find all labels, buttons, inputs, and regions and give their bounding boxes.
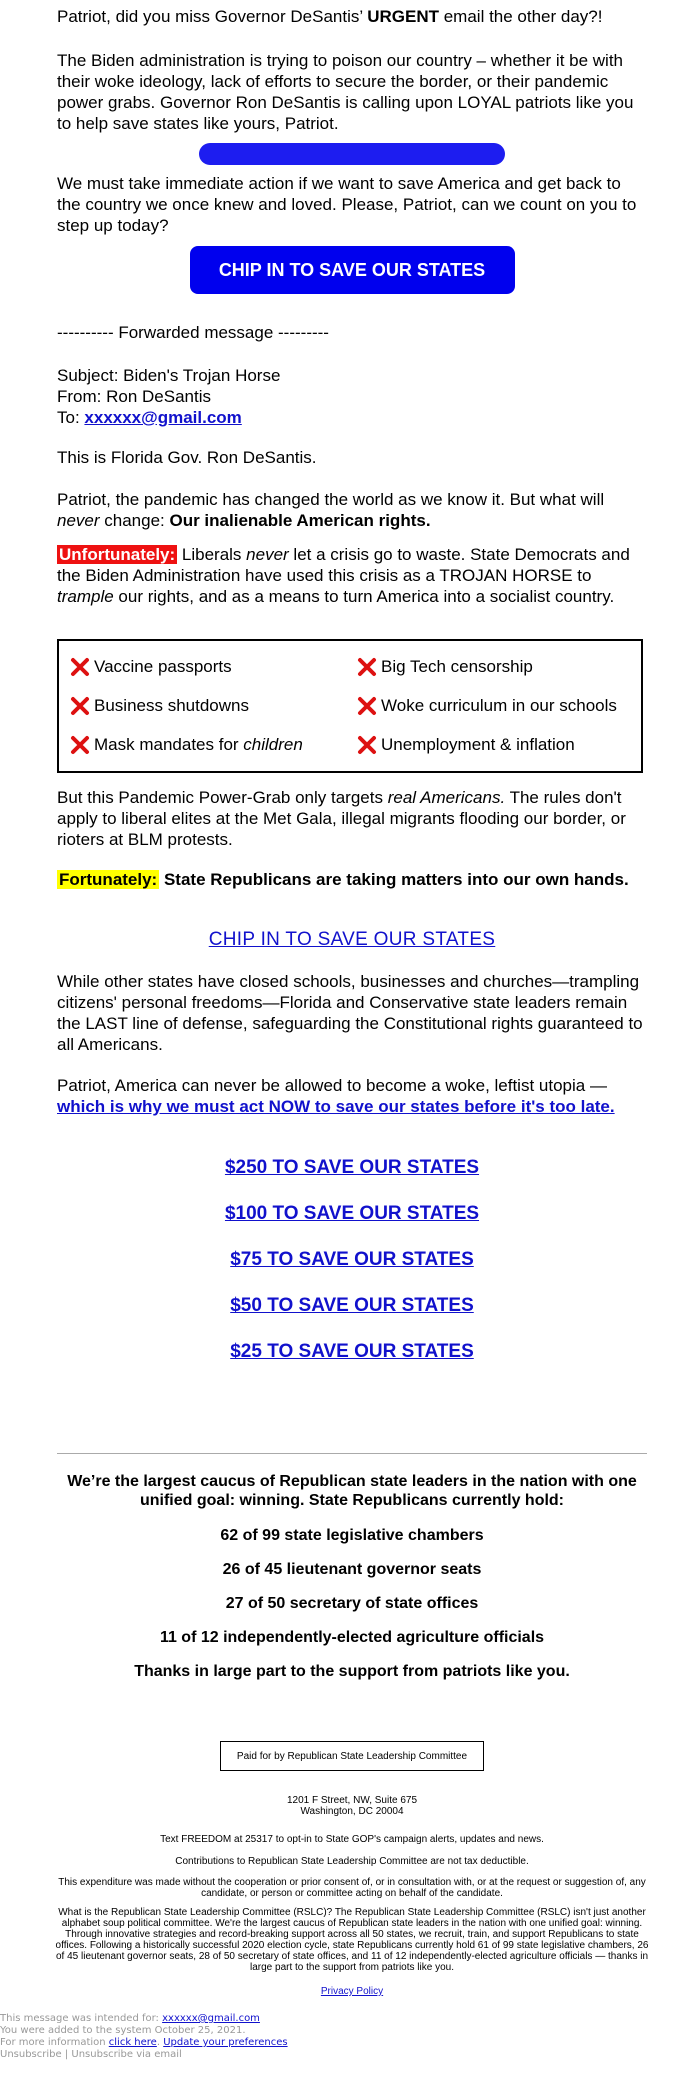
donate-250-link[interactable]: $250 TO SAVE OUR STATES <box>224 1157 480 1178</box>
fortunately-highlight: Fortunately: <box>59 870 158 889</box>
forward-to-email-link[interactable]: xxxxxx@gmail.com <box>84 408 242 427</box>
footer-more-info: For more information click here. Update your preferences <box>0 2037 288 2048</box>
donate-75-link[interactable]: $75 TO SAVE OUR STATES <box>230 1249 474 1270</box>
rights-paragraph: Patriot, the pandemic has changed the world as we know it. But what will never change: Our inalienable American rights. <box>57 490 605 530</box>
divider <box>57 1453 647 1454</box>
unfortunately-paragraph: Unfortunately: Liberals never let a crisis go to waste. State Democrats and the Biden Administration have used this crisis as a TROJAN HORSE to trample our rights, and as a means to turn America into a socialist country. <box>57 545 630 606</box>
stat-item: 11 of 12 independently-elected agriculture officials <box>159 1629 545 1646</box>
intro-paragraph: The Biden administration is trying to poison our country – whether it be with their woke ideology, lack of efforts to secure the border, or their pandemic power grabs. Governor Ron DeSantis is calling upon LOYAL patriots like you to help save states like yours, Patriot. <box>57 51 634 133</box>
not-deductible: Contributions to Republican State Leadership Committee are not tax deductible. <box>175 1856 529 1867</box>
stat-item: 27 of 50 secretary of state offices <box>225 1595 479 1612</box>
grievance-item: Mask mandates for children <box>70 734 303 755</box>
grievance-item: Unemployment & inflation <box>357 734 575 755</box>
urgent-action-paragraph: We must take immediate action if we want to save America and get back to the country we once knew and loved. Please, Patriot, can we count on you to step up today? <box>57 174 637 235</box>
unsubscribe-link[interactable]: Unsubscribe <box>0 2049 62 2060</box>
red-x-icon <box>357 735 377 755</box>
paid-for-box: Paid for by Republican State Leadership Committee <box>220 1741 484 1771</box>
grievance-item: Woke curriculum in our schools <box>357 695 617 716</box>
footer-unsubscribe: Unsubscribe | Unsubscribe via email <box>0 2049 182 2060</box>
unfortunately-highlight: Unfortunately: <box>59 545 176 564</box>
thanks-line: Thanks in large part to the support from patriots like you. <box>134 1663 570 1680</box>
donate-100-link[interactable]: $100 TO SAVE OUR STATES <box>224 1203 480 1224</box>
letter-greeting: This is Florida Gov. Ron DeSantis. <box>57 448 317 467</box>
grievances-box <box>57 639 643 773</box>
forward-subject: Subject: Biden's Trojan Horse <box>57 366 281 385</box>
click-here-link[interactable]: click here <box>108 2037 157 2048</box>
footer-intended: This message was intended for: xxxxxx@gmail.com <box>0 2013 260 2024</box>
forwarded-header: ---------- Forwarded message --------- <box>57 323 329 342</box>
grievance-item: Vaccine passports <box>70 656 232 677</box>
red-x-icon <box>70 696 90 716</box>
fortunately-paragraph: Fortunately: State Republicans are taking matters into our own hands. <box>59 870 629 889</box>
stat-item: 26 of 45 lieutenant governor seats <box>222 1561 482 1578</box>
expenditure-disclaimer: This expenditure was made without the cooperation or prior consent of, or in consultation with, or at the request or suggestion of, any candidate, or person or committee acting on behalf of the candidate. <box>58 1877 646 1899</box>
red-x-icon <box>357 696 377 716</box>
rslc-about: What is the Republican State Leadership Committee (RSLC)? The Republican State Leadership Committee (RSLC) isn't just another alphabet soup political committee. We're the largest caucus of Republican state leaders in the nation with one unified goal: winning. Through innovative strategies and record-breaking support across all 50 states, we recruit, train, and support Republicans to state offices. Following a historically successful 2020 election cycle, state Republicans currently hold 61 of 99 state legislative chambers, 26 of 45 lieutenant governor seats, 28 of 50 secretary of state offices, and 11 of 12 independently-elected agriculture officials — thanks in large part to the support from patriots like you. <box>55 1907 649 1973</box>
donate-25-link[interactable]: $25 TO SAVE OUR STATES <box>230 1341 474 1362</box>
intro-line: Patriot, did you miss Governor DeSantis’ URGENT email the other day?! <box>57 7 603 26</box>
forward-to: To: xxxxxx@gmail.com <box>57 408 242 427</box>
privacy-policy-link[interactable]: Privacy Policy <box>320 1986 384 1997</box>
last-line-of-defense-paragraph: While other states have closed schools, businesses and churches—trampling citizens' personal freedoms—Florida and Conservative state leaders remain the LAST line of defense, safeguarding the Constitutional rights guaranteed to all Americans. <box>57 972 643 1054</box>
footer-added: You were added to the system October 25, 2021. <box>0 2025 246 2036</box>
power-grab-paragraph: But this Pandemic Power-Grab only targets real Americans. The rules don't apply to liberal elites at the Met Gala, illegal migrants flooding our border, or rioters at BLM protests. <box>57 788 626 849</box>
footer-email-link[interactable]: xxxxxx@gmail.com <box>162 2013 260 2024</box>
address-line: 1201 F Street, NW, Suite 675 <box>286 1795 418 1806</box>
grievance-item: Business shutdowns <box>70 695 249 716</box>
stat-item: 62 of 99 state legislative chambers <box>220 1527 484 1544</box>
text-optin: Text FREEDOM at 25317 to opt-in to State GOP's campaign alerts, updates and news. <box>160 1834 544 1845</box>
address-line: Washington, DC 20004 <box>300 1806 404 1817</box>
donate-50-link[interactable]: $50 TO SAVE OUR STATES <box>230 1295 474 1316</box>
update-preferences-link[interactable]: Update your preferences <box>163 2037 288 2048</box>
red-x-icon <box>357 657 377 677</box>
chip-in-link[interactable]: CHIP IN TO SAVE OUR STATES <box>208 929 496 950</box>
chip-in-button[interactable]: CHIP IN TO SAVE OUR STATES <box>190 246 515 294</box>
unsubscribe-email-link[interactable]: Unsubscribe via email <box>71 2049 182 2060</box>
act-now-paragraph: Patriot, America can never be allowed to become a woke, leftist utopia — which is why we must act NOW to save our states before it's too late. <box>57 1076 615 1116</box>
grievance-item: Big Tech censorship <box>357 656 533 677</box>
empty-blue-button[interactable] <box>199 143 505 165</box>
caucus-lead: We’re the largest caucus of Republican state leaders in the nation with one unified goal: winning. State Republicans currently hold: <box>67 1473 637 1509</box>
forward-from: From: Ron DeSantis <box>57 387 211 406</box>
act-now-link[interactable]: which is why we must act NOW to save our states before it's too late. <box>57 1097 615 1116</box>
red-x-icon <box>70 657 90 677</box>
red-x-icon <box>70 735 90 755</box>
